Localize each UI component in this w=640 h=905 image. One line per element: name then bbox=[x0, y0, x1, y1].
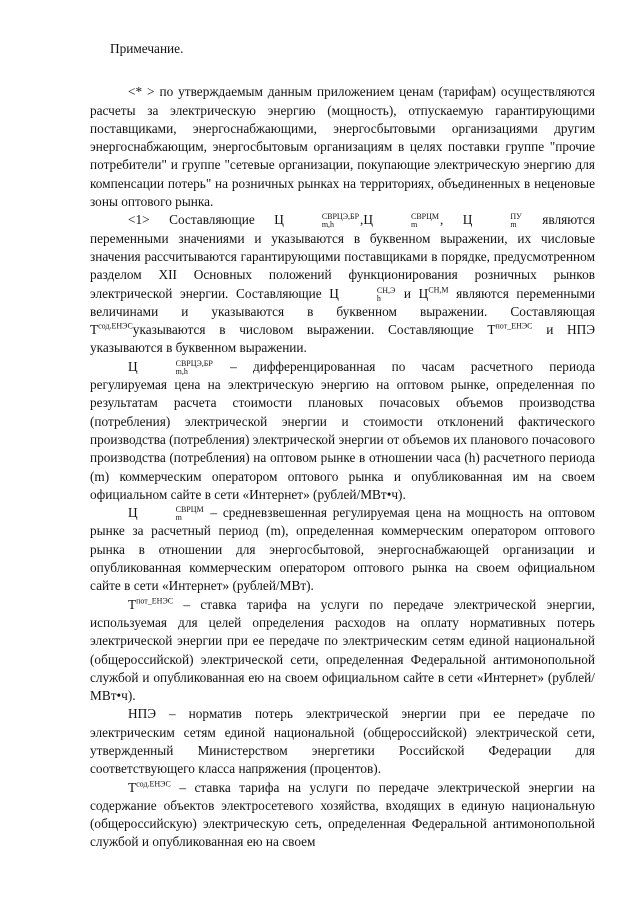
symbol-c-svrcm: Ц СВРЦМ m bbox=[363, 212, 439, 230]
paragraph-npe-def: НПЭ – норматив потерь электрической энергии при ее передаче по электрическим сетям единой национальной (общероссийской) электрической сети, утвержденный Министерством энергетики Российской Федерации для соответствующего класса напряжения (процентов). bbox=[90, 706, 595, 777]
p2-body: являются переменными значениями и указываются в буквенном выражении, их числовые значения рассчитываются гарантирующими поставщиками в порядке, предусмотренном разделом XII Основных положений функционирования розничных рынков электрической энергии. Составляющие bbox=[90, 212, 595, 301]
paragraph-t-pot-def: $Т^{пот\_ЕНЭС}$ – ставка тарифа на услуги по передаче электрической энергии, используемая для целей определения расходов на оплату нормативных потерь электрической энергии при ее передаче по электрическим сетям единой национальной (общероссийской) электрической сети, определенная Федеральной антимонопольной службой и опубликованная ею на своем официальном сайте в сети «Интернет» (рублей/МВт•ч). bbox=[90, 596, 595, 704]
symbol-t-sod: $Т^{сод.ЕНЭС}$ bbox=[90, 321, 133, 338]
symbol-c-pu: Ц ПУ m bbox=[462, 212, 522, 230]
symbol-c-sne: Ц СН,Э h bbox=[329, 285, 396, 303]
paragraph-footnote-star: <* > по утверждаемым данным приложением ценам (тарифам) осуществляются расчеты за электрическую энергию (мощность), отпускаемую гарантирующими поставщиками, энергоснабжающими, энергосбытовыми организациями другим энергоснабжающим, энергосбытовым организациям в целях поставки группе "прочие потребители" и группе "сетевые организации, покупающие электрическую энергию для компенсации потерь" на розничных рынках на территориях, объединенных в неценовые зоны оптового рынка. bbox=[90, 84, 595, 210]
p2-body-3: указываются в числовом выражении. Составляющие bbox=[132, 322, 474, 338]
symbol-c-svrce-br: Ц СВРЦЭ,БР m,h bbox=[274, 212, 360, 230]
paragraph-footnote-1: <1> Составляющие Ц СВРЦЭ,БР m,h ,Ц СВРЦМ m , Ц ПУ m являются переменными значениями и указываются в буквенном выражении, их числовые значения рассчитываются гарантирующими поставщиками в порядке, предусмотренном разделом XII Основных положений функционирования розничных рынков электрической энергии. Составляющие Ц СН,Э h и $Ц^{СН,М}$ являются переменными величинами и указываются в буквенном выражении. Составляющая $Т^{сод.ЕНЭС}указываются$ в числовом выражении. Составляющие $Т^{пот\_ЕНЭС}$ и НПЭ указываются в буквенном выражении. bbox=[90, 212, 595, 356]
symbol-c-svrce-br-def: Ц СВРЦЭ,БР m,h bbox=[128, 358, 213, 376]
symbol-t-sod-def: $Т^{сод.ЕНЭС}$ bbox=[128, 779, 171, 795]
paragraph-c-svrcm-def: Ц СВРЦМ m – средневзвешенная регулируемая цена на мощность на оптовом рынке за расчетный период (m), определенная коммерческим оператором оптового рынка в отношении для энергосбытовой, энергоснабжающей организации и опубликованная коммерческим оператором оптового рынка на своем официальном сайте в сети «Интернет» (рублей/МВт). bbox=[90, 505, 595, 594]
p2-body-2: являются переменными величинами и указываются в буквенном выражении. Составляющая bbox=[90, 285, 595, 319]
note-title: Примечание. bbox=[110, 41, 184, 56]
paragraph-c-svrce-br-def: Ц СВРЦЭ,БР m,h – дифференцированная по часам расчетного периода регулируемая цена на электрическую энергию на оптовом рынке, определенная по результатам расчета стоимости плановых почасовых объемов производства (потребления) электрической энергии и стоимости отклонений фактического производства (потребления) электрической энергии от объемов их планового почасового производства (потребления) на оптовом рынке в отношении часа (h) расчетного периода (m) коммерческим оператором оптового рынка и опубликованная им на своем официальном сайте в сети «Интернет» (рублей/МВт•ч). bbox=[90, 358, 595, 502]
symbol-t-pot-def: $Т^{пот\_ЕНЭС}$ bbox=[128, 596, 174, 612]
symbol-c-svrcm-def: Ц СВРЦМ m bbox=[128, 505, 204, 523]
symbol-t-pot: $Т^{пот\_ЕНЭС}$ bbox=[487, 321, 533, 338]
p2-body-4: и НПЭ указываются в буквенном выражении. bbox=[90, 322, 595, 356]
paragraph-t-sod-def: $Т^{сод.ЕНЭС}$ – ставка тарифа на услуги по передаче электрической энергии на содержание объектов электросетевого хозяйства, входящих в единую национальную (общероссийскую) электрическую сеть, определенная Федеральной антимонопольной службой и опубликованная ею на своем bbox=[90, 779, 595, 850]
symbol-c-snm: $Ц^{СН,М}$ bbox=[418, 285, 449, 301]
document-page bbox=[90, 40, 595, 852]
p2-intro: <1> Составляющие bbox=[128, 212, 255, 228]
